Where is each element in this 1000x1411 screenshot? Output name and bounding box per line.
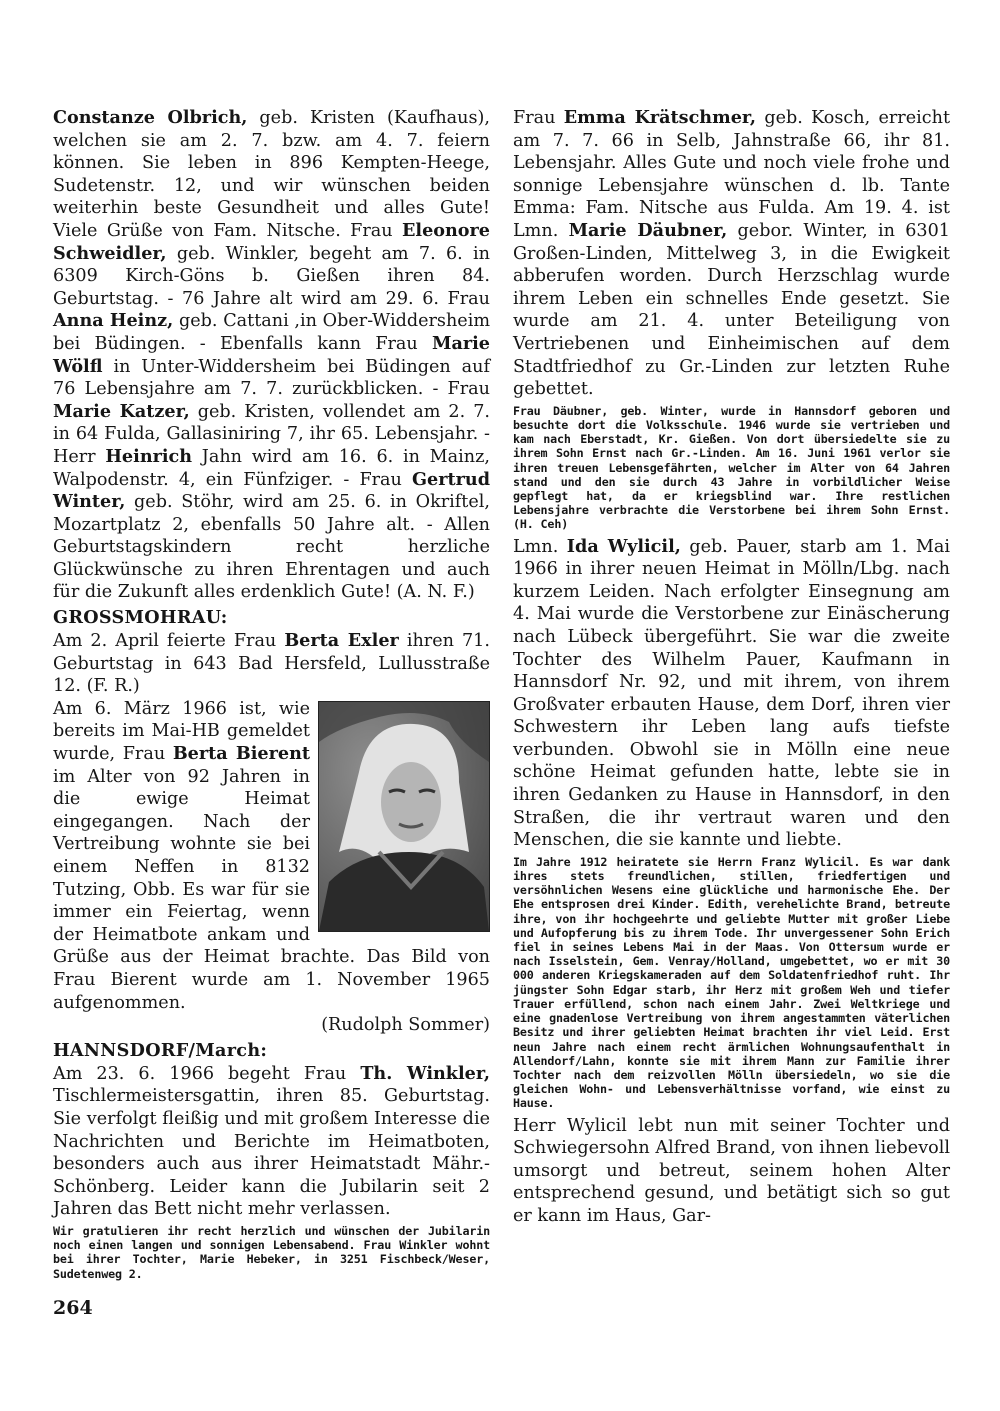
text-span: geb. Cattani ,in Ober-Widdersheim bei Büdingen. - Ebenfalls kann Frau (53, 311, 491, 354)
text-span: Lmn. (513, 536, 567, 557)
name-berta-bierent: Berta Bierent (172, 743, 310, 765)
text-span: geb. Winkler, begeht am 7. 6. in 6309 Kirch-Göns b. Gießen ihren 84. Geburtstag. - 76 Jahre alt wird am 29. 6. Frau (53, 243, 490, 309)
text-span: in Unter-Widdersheim bei Büdingen auf 76 Lebensjahre am 7. 7. zurückblicken. - Frau (53, 356, 490, 400)
th-winkler-paragraph (53, 1063, 490, 1221)
name-constanze-olbrich: Constanze Olbrich, (53, 107, 248, 128)
text-span: Frau (513, 108, 564, 128)
name-ida-wylicil: Ida Wylicil, (566, 535, 681, 557)
name-th-winkler: Th. Winkler, (360, 1062, 490, 1084)
text-span: geb. Kosch, erreicht am 7. 7. 66 in Selb, Jahnstraße 66, ihr 81. Lebensjahr. Alles Gute und noch viele frohe und sonnige Lebensjahre wünschen d. lb. Tante Emma: Fam. Nitsche aus Fulda. Am 19. 4. ist Lmn. (513, 108, 951, 241)
kraetschmer-daeubner-paragraph (513, 107, 950, 401)
text-span: geb. Kristen, vollendet am 2. 7. in 64 Fulda, Gallasiniring 7, ihr 65. Lebensjahr. - Herr (53, 401, 491, 467)
name-eleonore-schweidler: Eleonore Schweidler, (53, 219, 490, 264)
wylicil-small-note: Im Jahre 1912 heiratete sie Herrn Franz Wylicil. Es war dank ihres stets freundlichen, stillen, friedfertigen und versöhnlichen Wesens eine glückliche und harmonische Ehe. Der Ehe entsprosen drei Kinder. Edith, verehelichte Brand, betreute ihre, von ihr hochgeehrte und geliebte Mutter mit großer Liebe und Aufopferung bis zu ihrem Tode. Ihr unvergessener Sohn Erich fiel in seines Lebens Mai in der Maas. Von Ottersum wurde er nach Isselstein, Gem. Venray/Holland, umgebettet, wo er mit 30 000 anderen Kriegskameraden auf dem Soldatenfriedhof ruht. Ihr jüngster Sohn Edgar starb, ihr Herz mit großem Weh und tiefer Trauer erfüllend, schon nach einem Jahr. Zwei Weltkriege und eine gnadenlose Vertreibung von ihrem angestammten väterlichen Besitz und ihrer geliebten Heimat brachten ihr viel Leid. Erst neun Jahre nach einem recht ärmlichen Wohnungsaufenthalt in Allendorf/Lahn, konnte sie mit ihrem Mann zur Familie ihrer Tochter nach dem reizvollen Mölln übersiedeln, wo sie die gleichen Wohn- und Lebensverhältnisse vorfand, wie einst zu Hause. (513, 854, 950, 1111)
left-column (53, 107, 490, 1285)
text-span: geb. Kristen (Kaufhaus), welchen sie am 2. 7. bzw. am 4. 7. feiern können. Sie leben in 896 Kempten-Heege, Sudetenstr. 12, und wir wünschen beiden weiterhin beste Gesundheit und alles Gute! Viele Grüße von Fam. Nitsche. Frau (53, 108, 490, 241)
winkler-small-note: Wir gratulieren ihr recht herzlich und wünschen der Jubilarin noch einen langen und sonnigen Lebensabend. Frau Winkler wohnt bei ihrer Tochter, Marie Hebeker, in 3251 Fischbeck/Weser, Sudetenweg 2. (53, 1223, 490, 1281)
text-span: geb. Pauer, starb am 1. Mai 1966 in ihrer neuen Heimat in Mölln/Lbg. nach kurzem Leiden. Nach erfolgter Einsegnung am 4. Mai wurde die Verstorbene zur Einäscherung nach Lübeck übergeführt. Sie war die zweite Tochter des Wilhelm Pauer, Kaufmann in Hannsdorf Nr. 92, und mit ihrem, von ihrem Großvater erbauten Hause, dem Dorf, ihren vier Schwestern ihr Leben lang aufs tiefste verbunden. Obwohl sie in Mölln eine neue schöne Heimat gefunden hatte, lebte sie in ihren Gedanken zu Hause in Hannsdorf, in den Straßen, die ihr vertraut waren und den Menschen, die sie kannte und liebte. (513, 536, 950, 851)
text-span: geb. Stöhr, wird am 25. 6. in Okriftel, Mozartplatz 2, ebenfalls 50 Jahre alt. - Allen Geburtstagskindern recht herzliche Glückwünsche zu ihren Ehrentagen und auch für die Zukunft alles erdenklich Gute! (A. N. F.) (53, 492, 490, 603)
text-span: Jahn wird am 16. 6. in Mainz, Walpodenstr. 4, ein Fünfziger. - Frau (53, 446, 490, 490)
birthday-notices-paragraph (53, 107, 490, 604)
name-marie-daeubner: Marie Däubner, (568, 219, 728, 241)
portrait-photo-berta-bierent (318, 701, 490, 932)
section-heading-grossmohrau: GROSSMOHRAU: (53, 607, 228, 629)
portrait-illustration (319, 702, 489, 931)
text-span: gebor. Winter, in 6301 Großen-Linden, Mittelweg 3, in die Ewigkeit abberufen worden. Durch Herzschlag wurde ihrem Leben ein schnelles Ende gesetzt. Sie wurde am 21. 4. unter Beteiligung von Vertriebenen und Einheimischen auf dem Stadtfriedhof zu Gr.-Linden zur letzten Ruhe gebettet. (513, 220, 950, 400)
name-heinrich-jahn: Heinrich (105, 445, 193, 467)
text-span: Am 2. April feierte Frau (53, 631, 285, 652)
name-emma-kraetschmer: Emma Krätschmer, (563, 107, 757, 128)
page-number: 264 (53, 1297, 93, 1319)
name-marie-woelfl: Marie Wölfl (53, 332, 490, 377)
name-berta-exler: Berta Exler (284, 630, 399, 652)
berta-exler-paragraph (53, 630, 490, 698)
name-marie-katzer: Marie Katzer, (53, 400, 190, 422)
name-gertrud-winter: Gertrud Winter, (53, 468, 490, 513)
herr-wylicil-paragraph: Herr Wylicil lebt nun mit seiner Tochter und Schwiegersohn Alfred Brand, von ihnen liebevoll umsorgt und betreut, seinem hohen Alter entsprechend gesund, und betätigt sich so gut er kann im Haus, Gar- (513, 1115, 950, 1226)
daeubner-small-note: Frau Däubner, geb. Winter, wurde in Hannsdorf geboren und besuchte dort die Volksschule. 1946 wurde sie vertrieben und kam nach Eberstadt, Kr. Gießen. Von dort übersiedelte sie zu ihrem Sohn Ernst nach Gr.-Linden. Am 16. Juni 1961 verlor sie ihren treuen Lebensgefährten, welcher im Alter von 64 Jahren stand und den sie durch 43 Jahre in vorbildlicher Weise gepflegt hat, da er kriegsblind war. Ihre restlichen Lebensjahre verbrachte die Verstorbene bei ihrem Sohn Ernst. (H. Ceh) (513, 403, 950, 532)
text-span: Am 6. März 1966 ist, wie bereits im Mai-HB gemeldet wurde, Frau (53, 698, 310, 765)
section-heading-hannsdorf: HANNSDORF/March: (53, 1039, 268, 1061)
text-span: Tischlermeistersgattin, ihren 85. Geburtstag. Sie verfolgt fleißig und mit großem Interesse die Nachrichten und Berichte im Heimatboten, besonders auch aus ihrer Heimatstadt Mähr.-Schönberg. Leider kann die Jubilarin seit 2 Jahren das Bett nicht mehr verlassen. (53, 1086, 490, 1220)
name-anna-heinz: Anna Heinz, (53, 310, 174, 332)
right-column (513, 107, 950, 1227)
text-span: ihren 71. Geburtstag in 643 Bad Hersfeld, Lullusstraße 12. (F. R.) (53, 631, 490, 697)
text-span: im Alter von 92 Jahren in die ewige Heimat eingegangen. Nach der Vertreibung wohnte sie bei einem Neffen in 8132 Tutzing, Obb. Es war für sie immer ein Feiertag, wenn der Heimatbote ankam und Grüße aus der Heimat brachte. Das Bild von Frau Bierent wurde am 1. November 1965 aufgenommen. (53, 766, 490, 1013)
ida-wylicil-paragraph (513, 536, 950, 852)
signature-rudolph-sommer: (Rudolph Sommer) (321, 1015, 490, 1036)
text-span: Am 23. 6. 1966 begeht Frau (53, 1063, 361, 1084)
